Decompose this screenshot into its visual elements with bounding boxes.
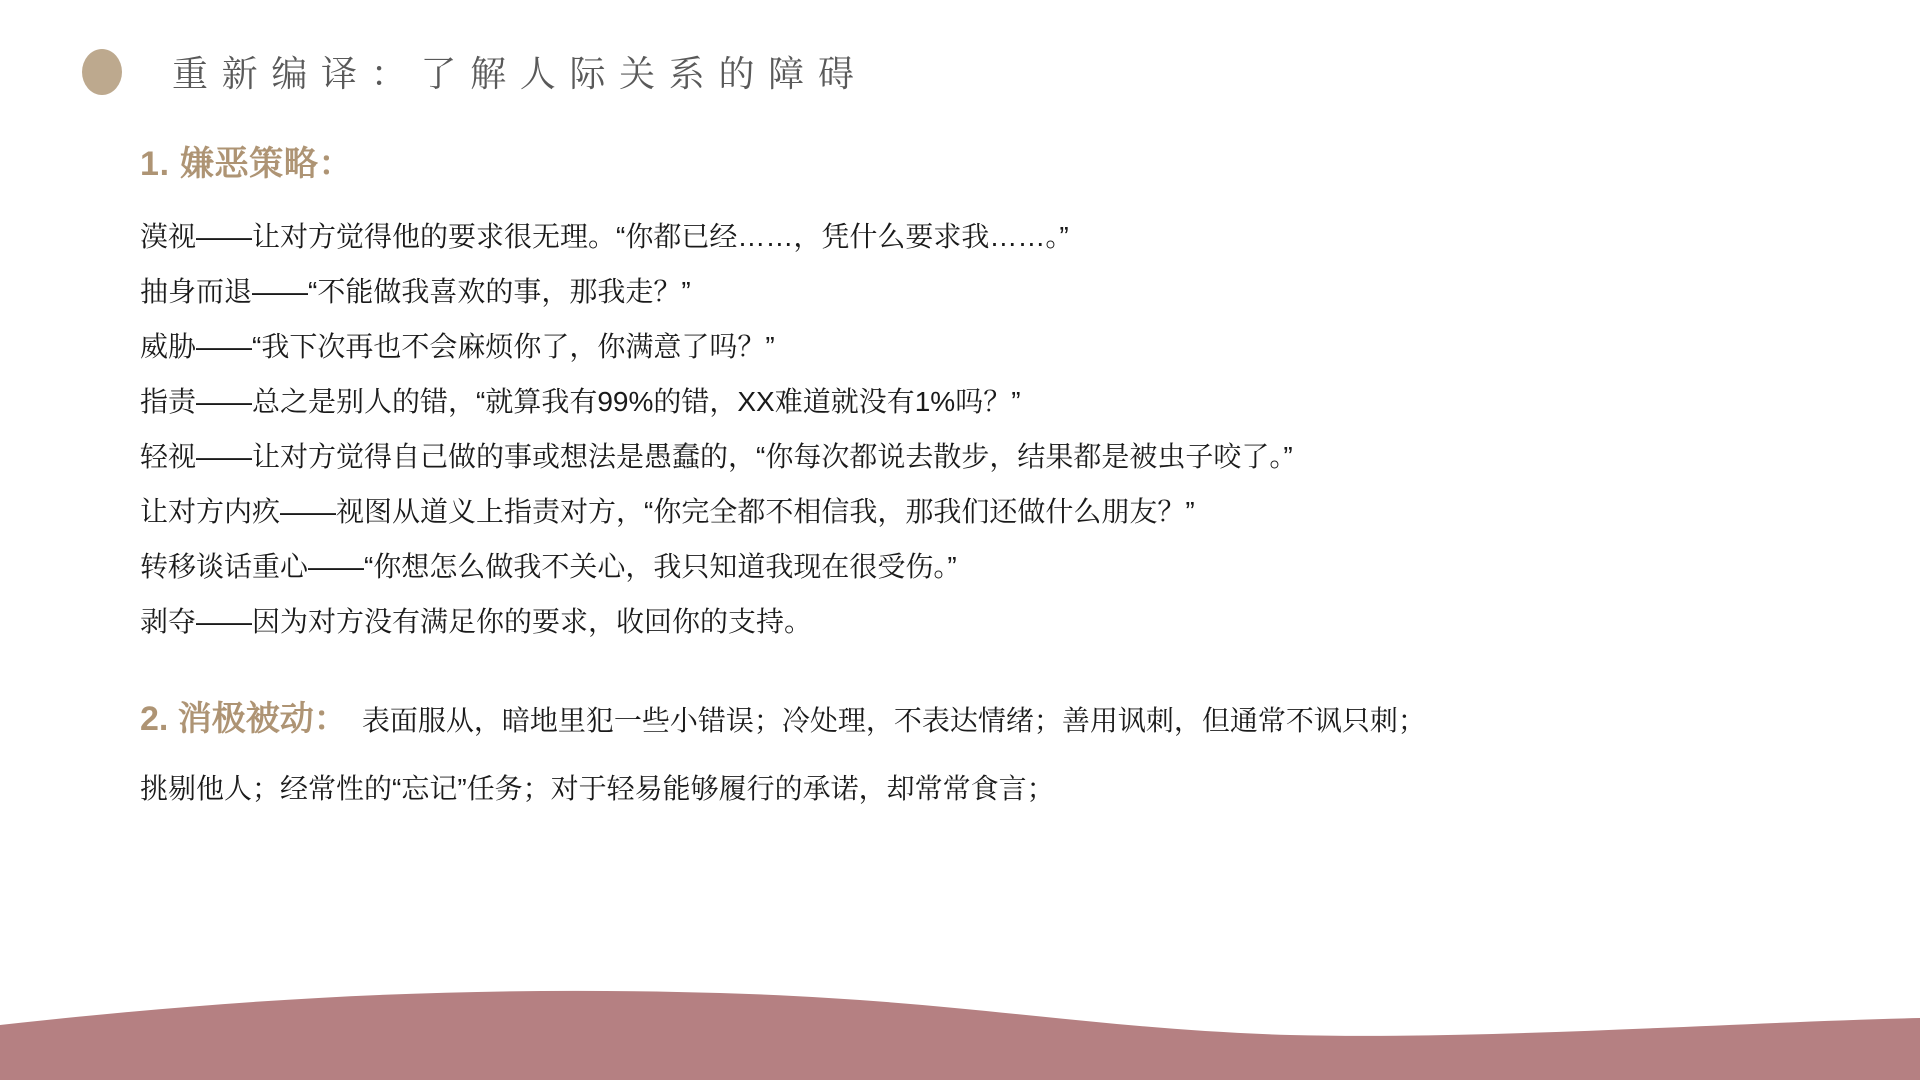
slide-content <box>140 136 1780 823</box>
section1-line: 抽身而退——“不能做我喜欢的事，那我走？” <box>140 276 691 307</box>
section2-line1 <box>140 685 1780 755</box>
section2-heading: 2. 消极被动： <box>140 700 348 738</box>
section1-body <box>140 209 1780 649</box>
section1-line: 转移谈话重心——“你想怎么做我不关心，我只知道我现在很受伤。” <box>140 551 957 582</box>
section1-line: 让对方内疚——视图从道义上指责对方，“你完全都不相信我，那我们还做什么朋友？” <box>140 496 1195 527</box>
slide-title: 重新编译：了解人际关系的障碍 <box>172 53 868 94</box>
bottom-wave-decoration <box>0 980 1920 1080</box>
title-bullet-circle-icon <box>82 49 122 95</box>
section2-body <box>140 685 1780 823</box>
section1-line: 威胁——“我下次再也不会麻烦你了，你满意了吗？” <box>140 331 775 362</box>
section2-text1: 表面服从，暗地里犯一些小错误；冷处理，不表达情绪；善用讽刺，但通常不讽只刺； <box>361 705 1426 736</box>
section1-line: 剥夺——因为对方没有满足你的要求，收回你的支持。 <box>140 606 813 637</box>
section2-line2: 挑剔他人；经常性的“忘记”任务；对于轻易能够履行的承诺，却常常食言； <box>140 773 1055 804</box>
section1-line: 轻视——让对方觉得自己做的事或想法是愚蠢的，“你每次都说去散步，结果都是被虫子咬了。” <box>140 441 1293 472</box>
section1-line: 漠视——让对方觉得他的要求很无理。“你都已经……，凭什么要求我……。” <box>140 221 1069 252</box>
title-row <box>82 46 868 97</box>
section1-heading: 1. 嫌恶策略： <box>140 145 354 183</box>
section1-line: 指责——总之是别人的错，“就算我有99%的错，XX难道就没有1%吗？” <box>140 386 1021 417</box>
